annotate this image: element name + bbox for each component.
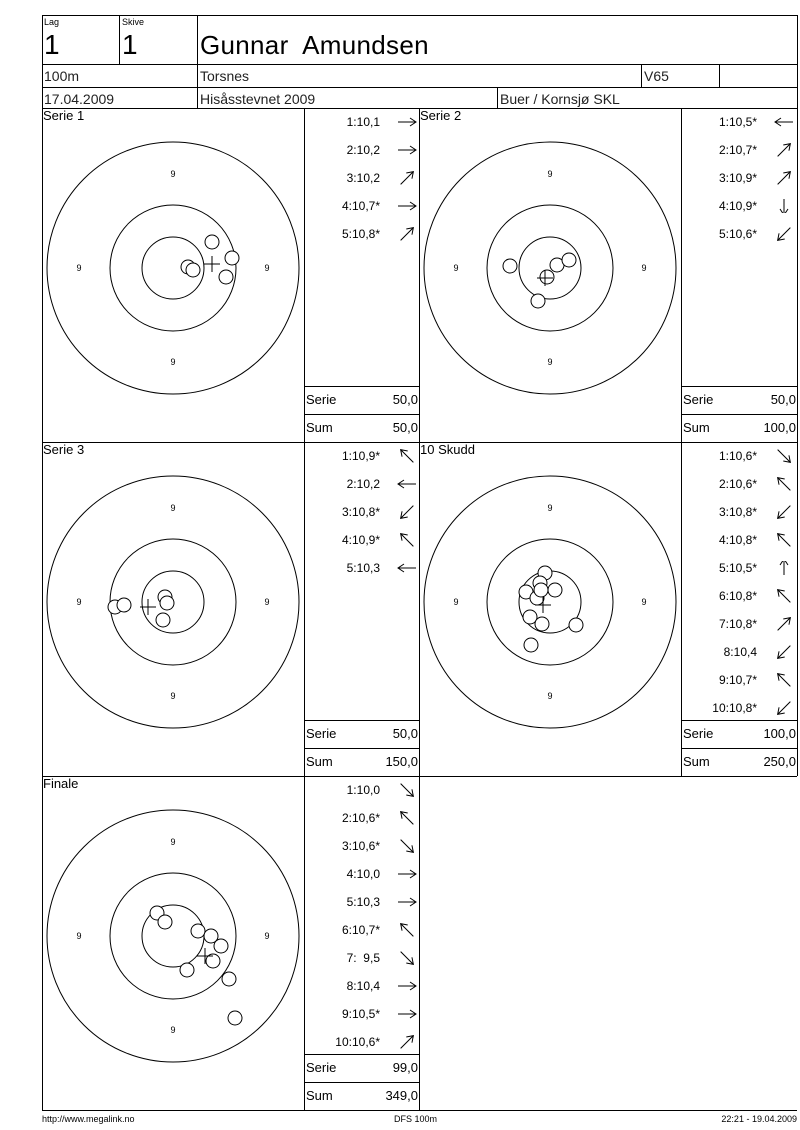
shot-number: 1: <box>341 449 352 463</box>
footer-program: DFS 100m <box>394 1114 438 1124</box>
direction-arrow-icon <box>773 645 795 659</box>
shot-value: 10,7* <box>728 143 757 157</box>
shot-value: 10,0 <box>356 867 380 881</box>
shot-value: 9,5 <box>356 951 380 965</box>
shot-entry <box>310 143 380 157</box>
shot-entry <box>687 199 757 213</box>
direction-arrow-icon <box>396 1035 418 1049</box>
sum-label: Sum <box>306 754 333 769</box>
shot-value: 10,0 <box>356 783 380 797</box>
ring-label: 9 <box>547 691 553 701</box>
group-center-cross <box>204 256 220 272</box>
serie-label: Serie <box>306 726 337 741</box>
shot-entry <box>310 199 380 213</box>
shot-entry <box>687 533 757 547</box>
distance: 100m <box>44 68 80 84</box>
shot-value: 10,8* <box>728 589 757 603</box>
grid-line <box>681 386 797 387</box>
direction-arrow-icon <box>396 449 418 463</box>
shot-entry <box>310 227 380 241</box>
shot-value: 10,4 <box>356 979 380 993</box>
shot-hole <box>540 270 554 284</box>
grid-line <box>304 748 419 749</box>
shot-entry <box>687 589 757 603</box>
target-face <box>419 442 681 772</box>
shot-number: 2: <box>346 143 357 157</box>
direction-arrow-icon <box>773 533 795 547</box>
direction-arrow-icon <box>773 617 795 631</box>
shot-entry <box>310 561 380 575</box>
shot-entry <box>310 811 380 825</box>
shot-entry <box>687 673 757 687</box>
grid-line <box>681 108 682 442</box>
direction-arrow-icon <box>396 1007 418 1021</box>
ring-label: 9 <box>76 263 82 273</box>
direction-arrow-icon <box>396 951 418 965</box>
event-name: Hisåsstevnet 2009 <box>200 91 316 107</box>
shot-number: 2: <box>718 143 729 157</box>
shot-number: 1: <box>718 449 729 463</box>
serie-total: 99,0 <box>392 1060 418 1075</box>
grid-line <box>304 442 305 776</box>
target-face <box>419 108 681 438</box>
grid-line <box>304 108 305 442</box>
target-face <box>42 776 304 1106</box>
shot-entry <box>687 227 757 241</box>
shot-hole <box>503 259 517 273</box>
shot-value: 10,8* <box>728 701 757 715</box>
grid-line <box>304 720 419 721</box>
grid-line <box>797 108 798 442</box>
ring-label: 9 <box>264 931 270 941</box>
shot-value: 10,2 <box>356 477 380 491</box>
place: Torsnes <box>200 68 250 84</box>
middle-ring <box>487 539 613 665</box>
ring-label: 9 <box>170 357 176 367</box>
shot-entry <box>310 171 380 185</box>
ring-label: 9 <box>264 263 270 273</box>
shot-number: 5: <box>718 561 729 575</box>
direction-arrow-icon <box>396 561 418 575</box>
grid-line <box>419 776 420 1110</box>
ring-label: 9 <box>547 357 553 367</box>
direction-arrow-icon <box>773 199 795 213</box>
sum-total: 250,0 <box>763 754 796 769</box>
direction-arrow-icon <box>396 839 418 853</box>
lag-label: Lag <box>44 17 60 27</box>
direction-arrow-icon <box>773 171 795 185</box>
grid-line <box>304 386 419 387</box>
shot-entry <box>310 115 380 129</box>
shot-number: 4: <box>341 533 352 547</box>
shot-number: 2: <box>718 477 729 491</box>
shot-hole <box>191 924 205 938</box>
direction-arrow-icon <box>396 811 418 825</box>
direction-arrow-icon <box>396 979 418 993</box>
shot-value: 10,8* <box>351 505 380 519</box>
direction-arrow-icon <box>396 477 418 491</box>
shot-entry <box>310 783 380 797</box>
direction-arrow-icon <box>773 561 795 575</box>
shot-value: 10,8* <box>728 533 757 547</box>
shot-value: 10,1 <box>356 115 380 129</box>
shot-value: 10,9* <box>351 533 380 547</box>
panel-title: 10 Skudd <box>420 442 475 457</box>
shot-value: 10,5* <box>351 1007 380 1021</box>
shot-entry <box>310 867 380 881</box>
shot-entry <box>310 895 380 909</box>
ring-label: 9 <box>641 263 647 273</box>
shot-number: 6: <box>718 589 729 603</box>
shot-value: 10,2 <box>356 171 380 185</box>
shot-number: 10: <box>335 1035 352 1049</box>
shot-number: 1: <box>718 115 729 129</box>
direction-arrow-icon <box>773 673 795 687</box>
ring-label: 9 <box>641 597 647 607</box>
sum-total: 50,0 <box>392 420 418 435</box>
grid-line <box>419 776 797 777</box>
shot-number: 5: <box>346 561 357 575</box>
shot-hole <box>180 963 194 977</box>
direction-arrow-icon <box>396 923 418 937</box>
grid-line <box>304 1082 419 1083</box>
direction-arrow-icon <box>396 867 418 881</box>
sum-total: 349,0 <box>385 1088 418 1103</box>
shot-number: 9: <box>718 673 729 687</box>
shot-value: 10,6* <box>728 449 757 463</box>
inner-ring <box>519 237 581 299</box>
class: V65 <box>644 68 669 84</box>
panel-title: Serie 1 <box>43 108 85 123</box>
shot-value: 10,2 <box>356 143 380 157</box>
shot-entry <box>310 923 380 937</box>
shot-hole <box>534 583 548 597</box>
serie-total: 50,0 <box>770 392 796 407</box>
shot-value: 10,3 <box>356 561 380 575</box>
direction-arrow-icon <box>396 171 418 185</box>
direction-arrow-icon <box>773 143 795 157</box>
serie-label: Serie <box>683 392 714 407</box>
shot-number: 4: <box>346 867 357 881</box>
shot-entry <box>310 839 380 853</box>
sum-total: 150,0 <box>385 754 418 769</box>
direction-arrow-icon <box>773 701 795 715</box>
shot-value: 10,7* <box>351 923 380 937</box>
shot-value: 10,5* <box>728 561 757 575</box>
ring-label: 9 <box>453 263 459 273</box>
ring-label: 9 <box>453 597 459 607</box>
serie-label: Serie <box>306 392 337 407</box>
shot-hole <box>156 613 170 627</box>
direction-arrow-icon <box>773 115 795 129</box>
shot-entry <box>310 449 380 463</box>
shot-hole <box>524 638 538 652</box>
ring-label: 9 <box>547 169 553 179</box>
shot-hole <box>225 251 239 265</box>
shot-value: 10,3 <box>356 895 380 909</box>
shot-number: 3: <box>346 171 357 185</box>
shot-number: 1: <box>346 783 357 797</box>
direction-arrow-icon <box>773 589 795 603</box>
shot-number: 4: <box>718 199 729 213</box>
shot-value: 10,6* <box>728 477 757 491</box>
shot-hole <box>569 618 583 632</box>
ring-label: 9 <box>170 691 176 701</box>
shot-hole <box>222 972 236 986</box>
ring-label: 9 <box>547 503 553 513</box>
sum-label: Sum <box>683 754 710 769</box>
shot-number: 6: <box>341 923 352 937</box>
shot-hole <box>548 583 562 597</box>
direction-arrow-icon <box>396 783 418 797</box>
ring-label: 9 <box>76 597 82 607</box>
shot-entry <box>310 1035 380 1049</box>
direction-arrow-icon <box>396 227 418 241</box>
shot-number: 9: <box>341 1007 352 1021</box>
skive-label: Skive <box>122 17 145 27</box>
shot-number: 7: <box>346 951 357 965</box>
shot-value: 10,9* <box>728 171 757 185</box>
shot-entry <box>687 171 757 185</box>
lag-number: 1 <box>44 29 60 60</box>
shot-number: 8: <box>723 645 734 659</box>
shot-entry <box>687 701 757 715</box>
ring-label: 9 <box>170 503 176 513</box>
panel-title: Serie 2 <box>420 108 462 123</box>
grid-line <box>304 1054 419 1055</box>
direction-arrow-icon <box>773 227 795 241</box>
shot-hole <box>160 596 174 610</box>
shot-value: 10,9* <box>728 199 757 213</box>
grid-line <box>681 748 797 749</box>
footer-url[interactable]: http://www.megalink.no <box>42 1114 135 1124</box>
ring-label: 9 <box>170 1025 176 1035</box>
sum-label: Sum <box>306 1088 333 1103</box>
shot-entry <box>687 449 757 463</box>
shot-number: 1: <box>346 115 357 129</box>
shot-value: 10,7* <box>351 199 380 213</box>
shot-value: 10,6* <box>351 839 380 853</box>
shot-entry <box>310 477 380 491</box>
direction-arrow-icon <box>773 477 795 491</box>
direction-arrow-icon <box>396 199 418 213</box>
shot-hole <box>531 294 545 308</box>
shot-entry <box>687 617 757 631</box>
shot-hole <box>219 270 233 284</box>
shot-value: 10,6* <box>351 1035 380 1049</box>
sum-label: Sum <box>683 420 710 435</box>
shot-number: 5: <box>718 227 729 241</box>
shot-hole <box>228 1011 242 1025</box>
shot-entry <box>687 645 757 659</box>
shot-number: 4: <box>718 533 729 547</box>
shot-entry <box>310 533 380 547</box>
shot-hole <box>562 253 576 267</box>
shot-hole <box>205 235 219 249</box>
shot-number: 2: <box>346 477 357 491</box>
shot-value: 10,9* <box>351 449 380 463</box>
serie-total: 50,0 <box>392 392 418 407</box>
sum-total: 100,0 <box>763 420 796 435</box>
target-face <box>42 442 304 772</box>
shot-value: 10,4 <box>733 645 757 659</box>
shot-entry <box>687 115 757 129</box>
ring-label: 9 <box>170 837 176 847</box>
direction-arrow-icon <box>773 505 795 519</box>
direction-arrow-icon <box>396 505 418 519</box>
grid-line <box>304 414 419 415</box>
direction-arrow-icon <box>396 115 418 129</box>
shot-number: 3: <box>718 171 729 185</box>
ring-label: 9 <box>264 597 270 607</box>
grid-line <box>681 720 797 721</box>
shot-hole <box>214 939 228 953</box>
target-face <box>42 108 304 438</box>
date: 17.04.2009 <box>44 91 115 107</box>
shooter-name: Gunnar Amundsen <box>200 30 429 60</box>
shot-value: 10,7* <box>728 673 757 687</box>
shot-number: 7: <box>718 617 729 631</box>
shot-number: 3: <box>718 505 729 519</box>
shot-entry <box>310 951 380 965</box>
shot-number: 5: <box>346 895 357 909</box>
shot-entry <box>310 505 380 519</box>
panel-title: Serie 3 <box>43 442 85 457</box>
shot-number: 8: <box>346 979 357 993</box>
shot-value: 10,8* <box>728 505 757 519</box>
shot-entry <box>687 561 757 575</box>
shot-value: 10,6* <box>351 811 380 825</box>
grid-line <box>304 776 305 1110</box>
grid-line <box>797 442 798 776</box>
shot-hole <box>117 598 131 612</box>
grid-line <box>681 414 797 415</box>
direction-arrow-icon <box>396 533 418 547</box>
sum-label: Sum <box>306 420 333 435</box>
shot-number: 3: <box>341 839 352 853</box>
grid-line <box>681 442 682 776</box>
shot-entry <box>687 477 757 491</box>
direction-arrow-icon <box>396 143 418 157</box>
direction-arrow-icon <box>396 895 418 909</box>
serie-total: 100,0 <box>763 726 796 741</box>
shot-value: 10,8* <box>728 617 757 631</box>
shot-entry <box>687 505 757 519</box>
shot-number: 2: <box>341 811 352 825</box>
shot-value: 10,5* <box>728 115 757 129</box>
shot-value: 10,8* <box>351 227 380 241</box>
club-name: Buer / Kornsjø SKL <box>500 91 620 107</box>
ring-label: 9 <box>76 931 82 941</box>
shot-value: 10,6* <box>728 227 757 241</box>
serie-label: Serie <box>683 726 714 741</box>
middle-ring <box>110 205 236 331</box>
shot-number: 10: <box>712 701 729 715</box>
serie-label: Serie <box>306 1060 337 1075</box>
shot-number: 4: <box>341 199 352 213</box>
shot-number: 5: <box>341 227 352 241</box>
shot-hole <box>186 263 200 277</box>
shot-entry <box>310 1007 380 1021</box>
panel-title: Finale <box>43 776 79 791</box>
footer-printed: 22:21 - 19.04.2009 <box>721 1114 797 1124</box>
shot-hole <box>158 915 172 929</box>
serie-total: 50,0 <box>392 726 418 741</box>
skive-number: 1 <box>122 29 138 60</box>
shot-entry <box>687 143 757 157</box>
shot-entry <box>310 979 380 993</box>
direction-arrow-icon <box>773 449 795 463</box>
shot-number: 3: <box>341 505 352 519</box>
ring-label: 9 <box>170 169 176 179</box>
shot-hole <box>535 617 549 631</box>
